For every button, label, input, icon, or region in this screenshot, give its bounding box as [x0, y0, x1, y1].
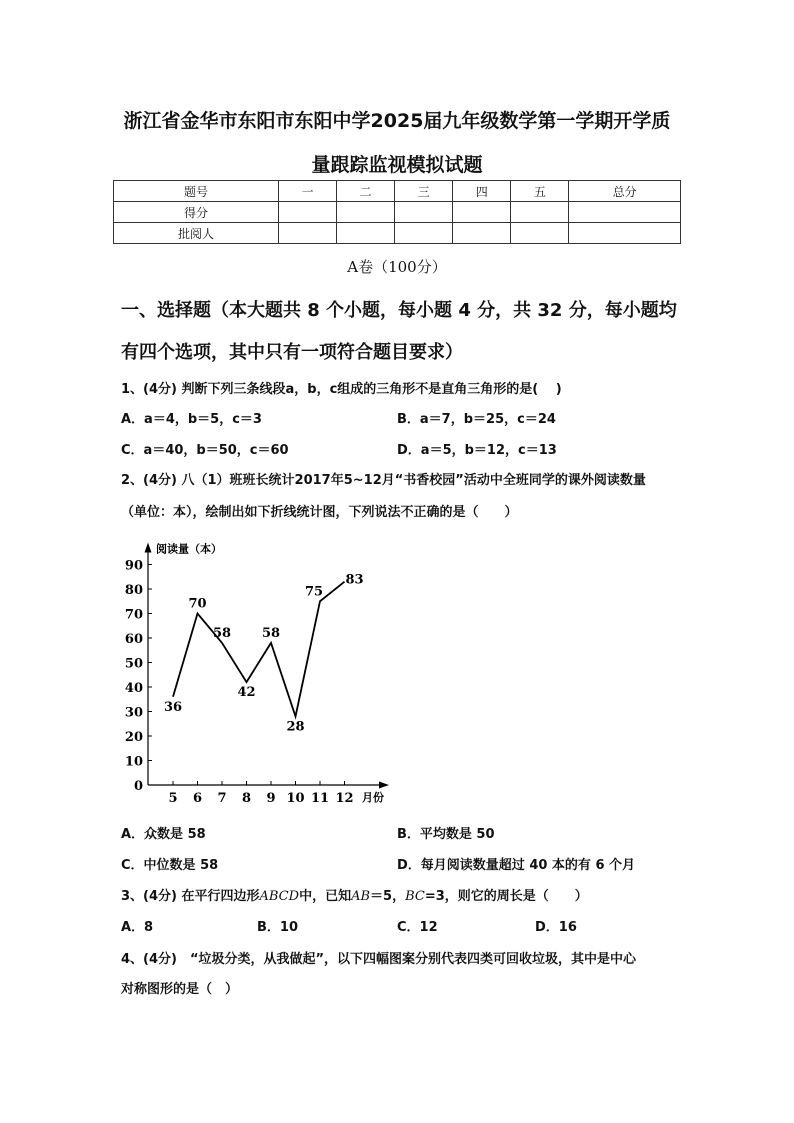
- score-cell: [395, 223, 453, 244]
- x-tick-label: 7: [217, 791, 227, 806]
- q2-stem-line2: （单位：本），绘制出如下折线统计图，下列说法不正确的是（ ）: [121, 505, 518, 520]
- q3-option-a: A．8: [121, 920, 154, 935]
- part1-heading-line1: 一、选择题（本大题共 8 个小题，每小题 4 分，共 32 分，每小题均: [121, 300, 677, 321]
- q1-option-d: D．a＝5，b＝12，c＝13: [397, 443, 557, 458]
- q4-stem-line2: 对称图形的是（ ）: [121, 982, 239, 997]
- exam-title-line2: 量跟踪监视模拟试题: [311, 154, 483, 176]
- score-header-cell: 三: [395, 181, 453, 202]
- section-a-heading: A卷（100分）: [347, 258, 447, 276]
- y-tick-label: 80: [124, 583, 143, 598]
- score-row-label: 得分: [114, 202, 279, 223]
- x-tick-label: 10: [286, 791, 305, 806]
- reading-line-chart: [110, 530, 410, 815]
- y-tick-label: 40: [124, 681, 143, 696]
- score-header-cell: 一: [279, 181, 337, 202]
- data-label: 28: [286, 719, 305, 735]
- data-label: 58: [261, 625, 281, 641]
- q3-abcd: ABCD: [259, 889, 300, 904]
- data-label: 58: [212, 625, 232, 641]
- x-tick-label: 11: [310, 791, 330, 806]
- x-tick-label: 6: [192, 791, 203, 806]
- score-header-cell: 四: [453, 181, 511, 202]
- y-tick-label: 30: [124, 705, 143, 721]
- q3-text-mid1: 中，已知: [299, 889, 352, 904]
- score-cell: [395, 202, 453, 223]
- q3-option-c: C．12: [397, 920, 438, 935]
- q4-stem-line1: 4、(4分) “垃圾分类，从我做起”，以下四幅图案分别代表四类可回收垃圾，其中是中心: [121, 952, 637, 967]
- score-cell: [453, 202, 511, 223]
- q3-bc: BC: [405, 889, 425, 904]
- score-table-header-row: [114, 181, 681, 202]
- score-table-row: [114, 202, 681, 223]
- score-cell: [511, 223, 569, 244]
- x-tick-label: 12: [335, 791, 354, 806]
- q3-stem: [121, 885, 588, 904]
- x-tick-label: 8: [241, 791, 252, 806]
- y-tick-label: 0: [133, 779, 143, 794]
- q2-option-c: C．中位数是 58: [121, 858, 219, 873]
- q2-option-d: D．每月阅读数量超过 40 本的有 6 个月: [397, 858, 636, 873]
- y-tick-label: 60: [124, 632, 143, 647]
- q3-text-mid3: =3，则它的周长是（ ）: [424, 889, 588, 904]
- data-label: 36: [163, 699, 183, 715]
- y-axis-arrow: [145, 543, 152, 553]
- x-tick-label: 9: [266, 791, 276, 806]
- score-cell: [453, 223, 511, 244]
- y-tick-label: 50: [124, 656, 143, 672]
- score-header-cell: 题号: [114, 181, 279, 202]
- x-axis-title: 月份: [362, 791, 384, 804]
- score-cell: [279, 202, 337, 223]
- data-label: 83: [345, 572, 364, 588]
- y-tick-label: 90: [124, 558, 143, 574]
- q1-option-a: A．a＝4，b＝5，c＝3: [121, 412, 262, 427]
- data-label: 70: [188, 596, 207, 612]
- score-row-label: 批阅人: [114, 223, 279, 244]
- y-axis-title: 阅读量（本）: [156, 542, 222, 556]
- q1-option-b: B．a＝7，b＝25，c＝24: [397, 412, 556, 427]
- score-cell: [569, 202, 681, 223]
- y-tick-label: 70: [124, 607, 143, 623]
- q2-option-a: A．众数是 58: [121, 827, 206, 842]
- q1-stem: 1、(4分) 判断下列三条线段a，b，c组成的三角形不是直角三角形的是( ): [121, 382, 562, 397]
- score-cell: [337, 202, 395, 223]
- score-cell: [279, 223, 337, 244]
- data-label: 42: [237, 685, 256, 701]
- q2-option-b: B．平均数是 50: [397, 827, 495, 842]
- q3-option-d: D．16: [535, 920, 577, 935]
- score-header-cell: 五: [511, 181, 569, 202]
- score-cell: [569, 223, 681, 244]
- q1-option-c: C．a＝40，b＝50，c＝60: [121, 443, 289, 458]
- y-tick-label: 10: [124, 754, 143, 770]
- part1-heading-line2: 有四个选项，其中只有一项符合题目要求）: [121, 342, 463, 363]
- score-cell: [511, 202, 569, 223]
- x-tick-label: 5: [168, 791, 178, 806]
- q3-ab: AB: [351, 889, 371, 904]
- score-table-row: [114, 223, 681, 244]
- score-header-cell: 总分: [569, 181, 681, 202]
- q3-text-mid2: ＝5，: [370, 889, 406, 904]
- x-axis-arrow: [379, 782, 389, 789]
- q3-text-pre: 3、(4分) 在平行四边形: [121, 889, 260, 904]
- y-tick-label: 20: [124, 730, 143, 745]
- score-cell: [337, 223, 395, 244]
- exam-title-line1: 浙江省金华市东阳市东阳中学2025届九年级数学第一学期开学质: [123, 110, 671, 132]
- score-header-cell: 二: [337, 181, 395, 202]
- q2-stem-line1: 2、(4分) 八（1）班班长统计2017年5~12月“书香校园”活动中全班同学的课外阅读数量: [121, 473, 646, 488]
- data-label: 75: [304, 584, 324, 600]
- q3-option-b: B．10: [257, 920, 298, 935]
- score-table: [113, 180, 681, 244]
